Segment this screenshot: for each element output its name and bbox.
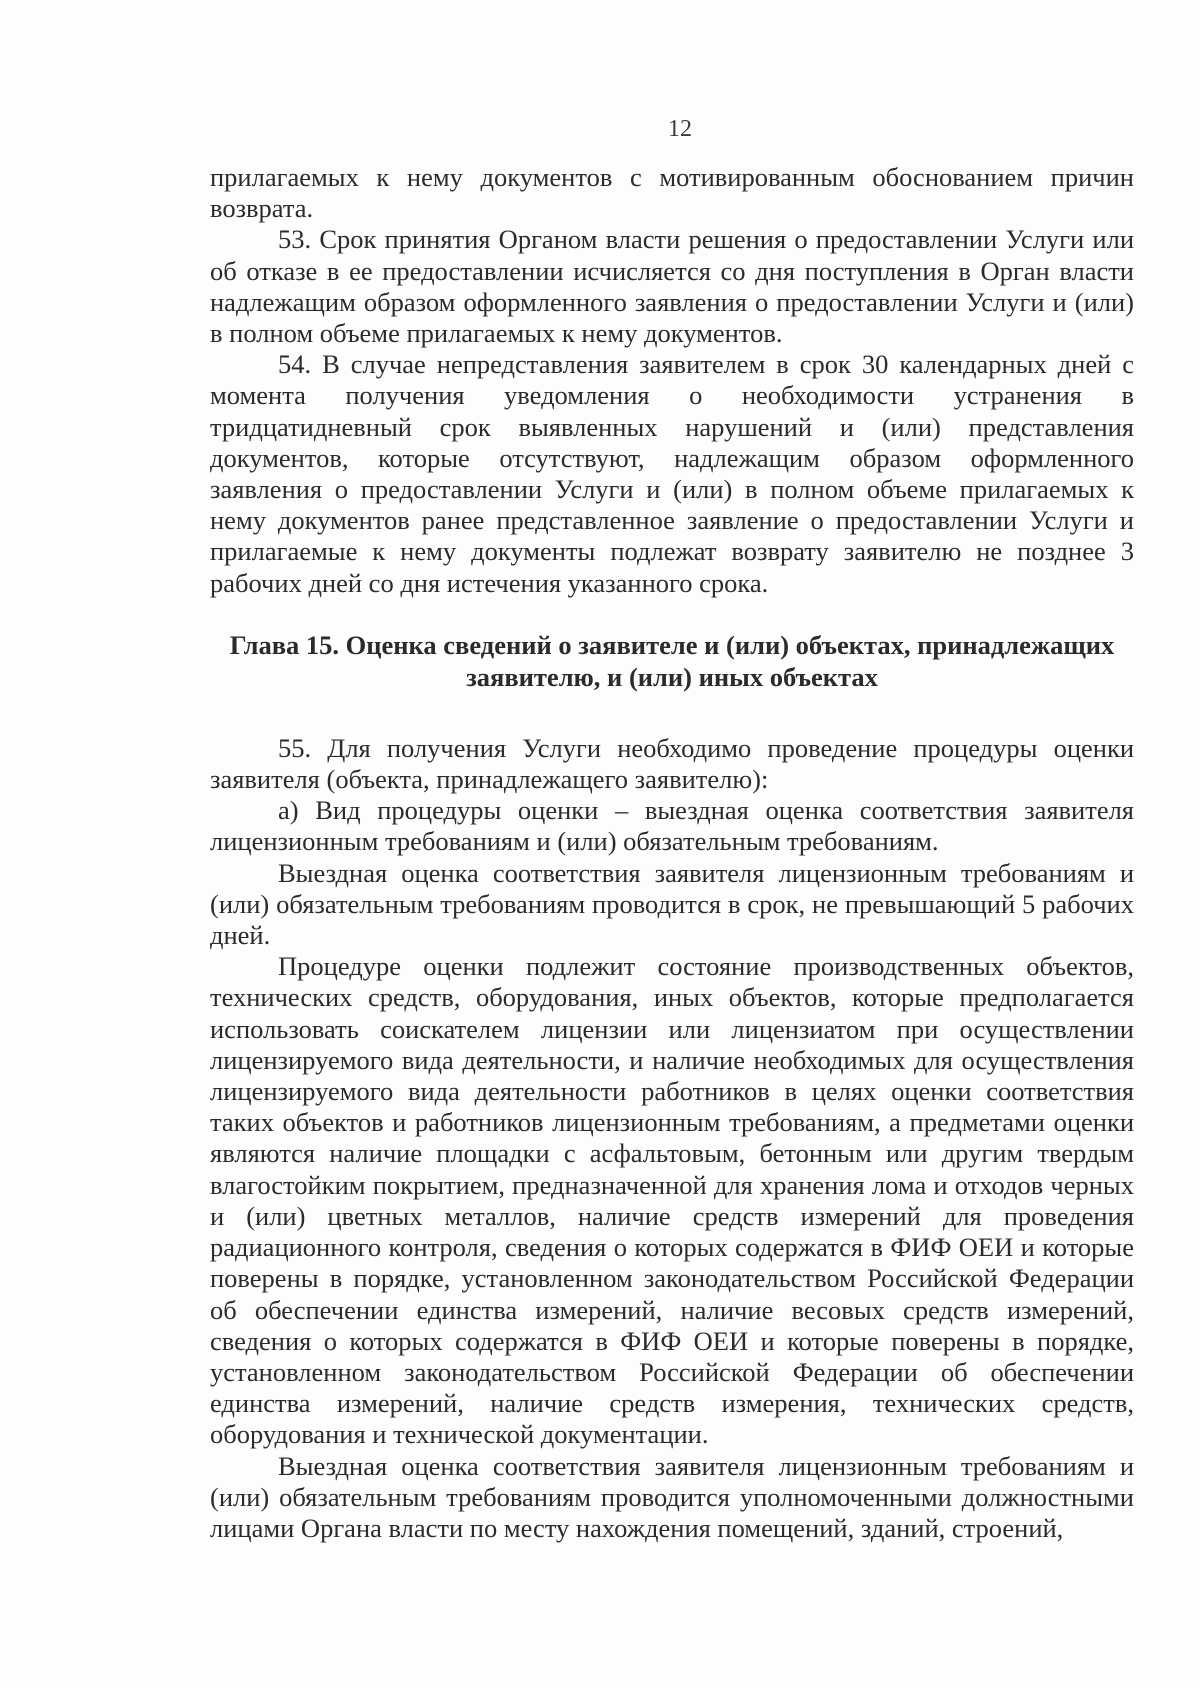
- paragraph-55: 55. Для получения Услуги необходимо проведение процедуры оценки заявителя (объекта, принадлежащего заявителю):: [210, 732, 1134, 795]
- page-number: 12: [668, 116, 692, 142]
- paragraph-53: 53. Срок принятия Органом власти решения о предоставлении Услуги или об отказе в ее предоставлении исчисляется со дня поступления в Орган власти надлежащим образом оформленного заявления о предоставлении Услуги и (или) в полном объеме прилагаемых к нему документов.: [210, 224, 1134, 349]
- paragraph-continuation: прилагаемых к нему документов с мотивированным обоснованием причин возврата.: [210, 162, 1134, 224]
- document-body: [210, 162, 1134, 1544]
- paragraph-55-term: Выездная оценка соответствия заявителя лицензионным требованиям и (или) обязательным требованиям проводится в срок, не превышающий 5 рабочих дней.: [210, 857, 1134, 951]
- paragraph-54: 54. В случае непредставления заявителем в срок 30 календарных дней с момента получения уведомления о необходимости устранения в тридцатидневный срок выявленных нарушений и (или) представления документов, которые отсутствуют, надлежащим образом оформленного заявления о предоставлении Услуги и (или) в полном объеме прилагаемых к нему документов ранее представленное заявление о предоставлении Услуги и прилагаемые к нему документы подлежат возврату заявителю не позднее 3 рабочих дней со дня истечения указанного срока.: [210, 349, 1134, 598]
- paragraph-55-place: Выездная оценка соответствия заявителя лицензионным требованиям и (или) обязательным требованиям проводится уполномоченными должностными лицами Органа власти по месту нахождения помещений, зданий, строений,: [210, 1450, 1134, 1543]
- paragraph-55-a: а) Вид процедуры оценки – выездная оценка соответствия заявителя лицензионным требованиям и (или) обязательным требованиям.: [210, 795, 1134, 857]
- paragraph-55-subject: Процедуре оценки подлежит состояние производственных объектов, технических средств, оборудования, иных объектов, которые предполагается использовать соискателем лицензии или лицензиатом при осуществлении лицензируемого вида деятельности, и наличие необходимых для осуществления лицензируемого вида деятельности работников в целях оценки соответствия таких объектов и работников лицензионным требованиям, а предметами оценки являются наличие площадки с асфальтовым, бетонным или другим твердым влагостойким покрытием, предназначенной для хранения лома и отходов черных и (или) цветных металлов, наличие средств измерений для проведения радиационного контроля, сведения о которых содержатся в ФИФ ОЕИ и которые поверены в порядке, установленном законодательством Российской Федерации об обеспечении единства измерений, наличие весовых средств измерений, сведения о которых содержатся в ФИФ ОЕИ и которые поверены в порядке, установленном законодательством Российской Федерации об обеспечении единства измерений, наличие средств измерения, технических средств, оборудования и технической документации.: [210, 951, 1134, 1450]
- chapter-15-heading: Глава 15. Оценка сведений о заявителе и (или) объектах, принадлежащих заявителю, и (или) иных объектах: [229, 629, 1115, 692]
